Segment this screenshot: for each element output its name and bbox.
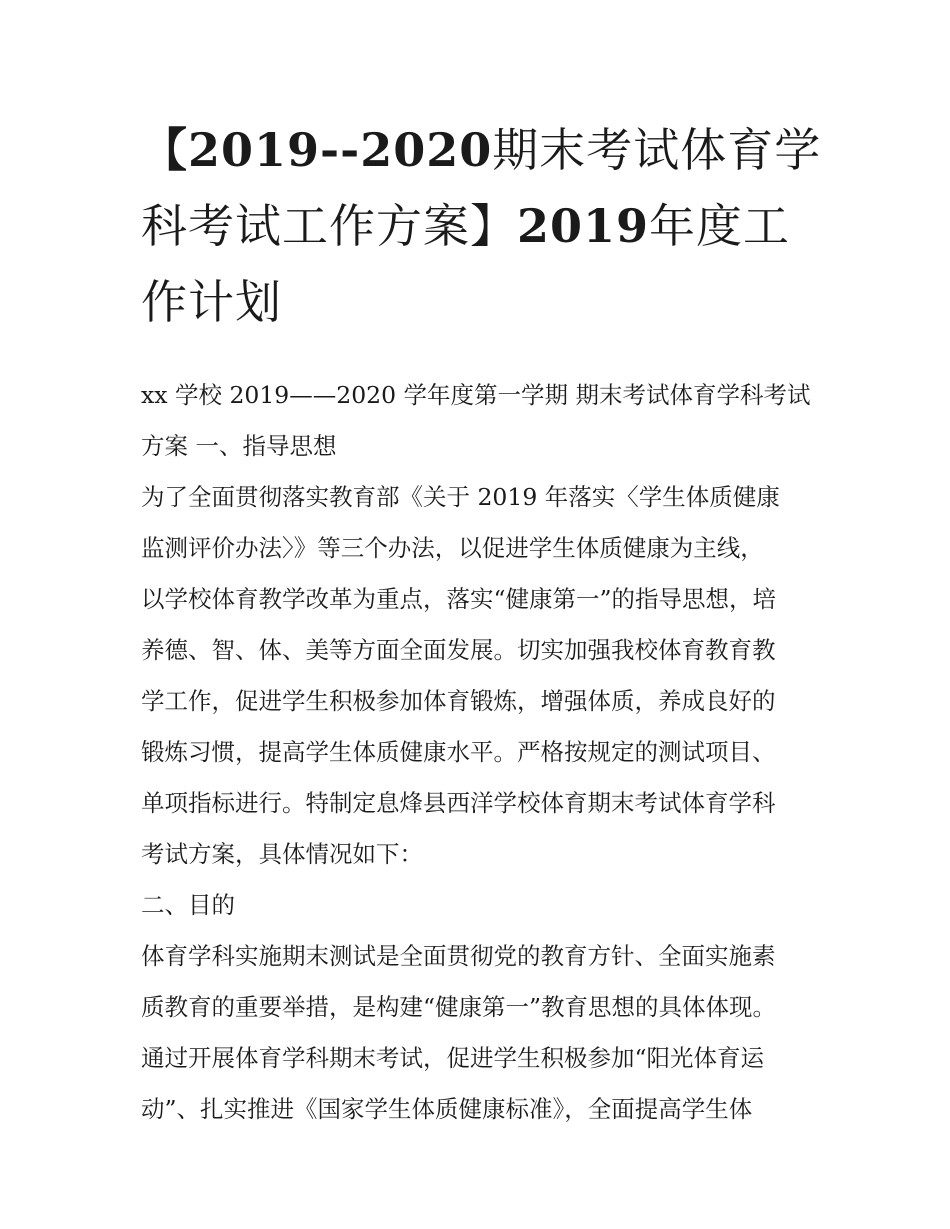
body-line: 通过开展体育学科期末考试，促进学生积极参加“阳光体育运	[141, 1044, 765, 1072]
body-line: 学工作，促进学生积极参加体育锻炼，增强体质，养成良好的	[141, 687, 776, 715]
section-heading: 二、目的	[141, 891, 235, 919]
body-line: 方案 一、指导思想	[141, 432, 337, 460]
body-line: 考试方案，具体情况如下：	[141, 840, 423, 868]
body-line: 监测评价办法〉》等三个办法，以促进学生体质健康为主线，	[141, 534, 764, 562]
body-line: 单项指标进行。特制定息烽县西洋学校体育期末考试体育学科	[141, 789, 776, 817]
body-line: 体育学科实施期末测试是全面贯彻党的教育方针、全面实施素	[141, 942, 776, 970]
body-line: 为了全面贯彻落实教育部《关于 2019 年落实〈学生体质健康	[141, 483, 780, 511]
body-line: 锻炼习惯，提高学生体质健康水平。严格按规定的测试项目、	[141, 738, 776, 766]
body-line: 以学校体育教学改革为重点，落实“健康第一”的指导思想，培	[141, 585, 777, 613]
document-content	[141, 112, 822, 1135]
title-line-2-tail: 年度工	[649, 199, 791, 253]
body-line: xx 学校 2019——2020 学年度第一学期 期末考试体育学科考试	[141, 381, 811, 409]
title-line-3-text: 作计划	[141, 275, 282, 329]
title-line-2	[141, 188, 816, 264]
document-body	[141, 370, 816, 1135]
title-line-2-text: 科考试工作方案】	[141, 199, 517, 253]
body-line: 动”、扎实推进《国家学生体质健康标准》，全面提高学生体	[141, 1095, 753, 1123]
body-line: 质教育的重要举措，是构建“健康第一”教育思想的具体体现。	[141, 993, 777, 1021]
title-line-2-bold-year: 2019	[517, 199, 650, 253]
title-line-1-text: 期末考试体育学	[492, 123, 822, 177]
title-line-3	[141, 264, 816, 340]
title-line-1	[141, 112, 822, 188]
document-title	[141, 112, 822, 340]
body-line: 养德、智、体、美等方面全面发展。切实加强我校体育教育教	[141, 636, 776, 664]
title-line-1-bold: 【2019--2020	[141, 123, 493, 177]
